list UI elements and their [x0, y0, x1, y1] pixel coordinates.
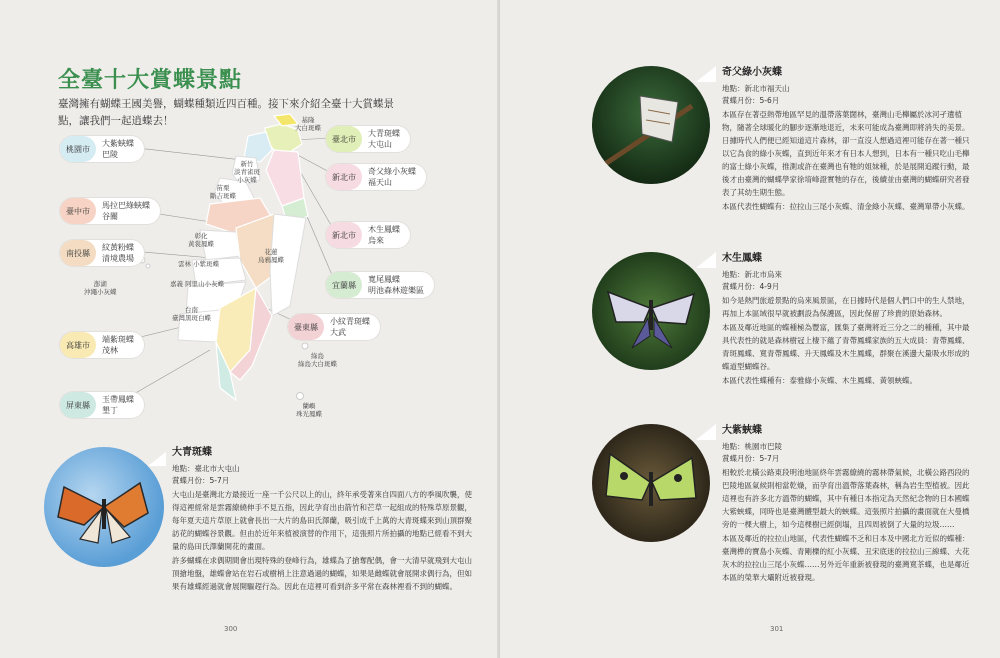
feature-body: 如今是熱門旅遊景點的烏來風景區，在日據時代是個人們口中的生人禁地，再加上本區域很早就被劃設為保護區，因此保留了珍貴的原始森林。: [722, 296, 970, 318]
pill-region: 臺東縣: [288, 314, 324, 340]
pill-place: 清境農場: [102, 254, 134, 263]
butterfly-icon: [592, 66, 710, 184]
map-label-chiayi: 嘉義 阿里山小灰蝶: [170, 280, 225, 288]
pill-place: 巴陵: [102, 150, 118, 159]
feature-body: 本區及鄰近地區的蝶種極為豐富，匯集了臺灣將近三分之二的種種，其中最具代表性的就是森林樹冠上棲下蘊了青帶鳳蝶家族的五大成員：青帶鳳蝶、青斑鳳蝶、寬青帶鳳蝶、升天鳳蝶及木生鳳蝶，群聚在溪邊大量吸水形成的蝶道型蝴蝶谷。: [722, 323, 970, 371]
location-pill: [60, 136, 144, 162]
location-pill: [326, 164, 426, 190]
pill-region: 臺中市: [60, 198, 96, 224]
map-label-keelung: 基隆 大白斑蝶: [295, 116, 321, 132]
pill-region: 高雄市: [60, 332, 96, 358]
pill-place: 明池森林遊樂區: [368, 286, 424, 295]
pill-region: 臺北市: [326, 126, 362, 152]
feature-location: 地點：新北市福天山: [722, 84, 790, 93]
map-label-lanyu: 蘭嶼 珠光鳳蝶: [296, 402, 322, 418]
feature-title: 大青斑蝶: [172, 447, 212, 458]
feature-body: 本區及鄰近的拉拉山地區，代表性蝴蝶不乏和日本及中國北方近似的蝶種：臺灣榫的寶島小灰蝶、青剛櫟的紅小灰蝶、丑宋底迷的拉拉山三線蝶、大花灰木的拉拉山三尾小灰蝶……另外近年重新被發現的臺灣寬茶蝶，也是鄰近本區的榮華大壩附近被發現。: [722, 534, 970, 582]
pill-region: 新北市: [326, 222, 362, 248]
map-label-ludao: 綠島 綠島大白斑蝶: [298, 352, 337, 368]
map-label-hualien: 花蓮 烏鴉鳳蝶: [258, 248, 284, 264]
butterfly-icon: [592, 424, 710, 542]
feature-season: 賞蝶月份：5-7月: [172, 476, 230, 485]
pill-species: 奇父綠小灰蝶: [368, 167, 416, 176]
pill-text: [96, 334, 144, 356]
location-pill: [60, 392, 144, 418]
feature-body: 本區代表性蝶種有：泰雅綠小灰蝶、木生鳳蝶、黃領蛺蝶。: [722, 376, 917, 385]
right-page: [500, 0, 1000, 658]
map-label-changhua: 彰化 黃裳鳳蝶: [188, 232, 214, 248]
page-number: 300: [224, 625, 238, 633]
location-pill: [60, 240, 144, 266]
pill-text: [324, 316, 380, 338]
feature-location: 地點：桃園市巴陵: [722, 442, 782, 451]
pill-text: [362, 128, 410, 150]
pill-species: 寬尾鳳蝶: [368, 275, 400, 284]
pill-species: 端紫斑蝶: [102, 335, 134, 344]
pill-region: 新北市: [326, 164, 362, 190]
feature-swallowtail: [722, 252, 974, 387]
pill-text: [362, 166, 426, 188]
pill-species: 紋黃粉蝶: [102, 243, 134, 252]
location-pill: [326, 222, 410, 248]
pill-species: 玉帶鳳蝶: [102, 395, 134, 404]
pill-species: 大青斑蝶: [368, 129, 400, 138]
feature-body: 本區存在著亞熱帶地區罕見的溫帶落葉闊林，臺灣山毛櫸屬於冰河孑遺植物，隨著全球暖化的腳步逐漸地退近，未來可能成為臺灣即將消失的美景。日據時代人們便已經知道這片森林，卻一直沒人想過這裡可能存在著一種只以它為食的綠小灰蝶，直到近年來才有日本人想到，日本有一種只吃山毛櫸的富士綠小灰蝶，推測或許在臺灣也有牠的姐妹種，於是展開追蹤行動，最後才由臺灣的蝴蝶學家徐堉峰證實牠的存在，後續並由臺灣的蝴蝶研究者發表了其幼生期生態。: [722, 110, 970, 197]
page-number: 301: [770, 625, 784, 633]
butterfly-icon: [592, 252, 710, 370]
location-pill: [60, 198, 160, 224]
feature-title: 奇父綠小灰蝶: [722, 67, 782, 78]
pill-place: 谷關: [102, 212, 118, 221]
pill-place: 福天山: [368, 178, 392, 187]
bubble-tail: [148, 452, 166, 466]
feature-season: 賞蝶月份：4-9月: [722, 282, 780, 291]
feature-body: 相較於北橫公路東段明池地區終年雲霧繚繞的霧林帶氣候，北橫公路西段的巴陵地區氣候則相當乾燥，而孕育出溫帶落葉森林，稱為岩生型植被。因此這裡也有許多北方溫帶的蝴蝶，其中有種日本指定為天然紀念物的日本國蝶大紫蛺蝶，同時也是臺灣體型最大的蛺蝶。這張照片拍攝的畫面就在大曼橋旁的一棵大樹上，如今這棵樹已經倒塌，且四周被倒了大量的垃圾……: [722, 468, 970, 529]
map-label-yunlin: 雲林 小紫斑蝶: [178, 260, 220, 268]
pill-place: 烏來: [368, 236, 384, 245]
map-label-tainan: 台南 臺灣黑斑白蝶: [172, 306, 211, 322]
green-hairstreak-photo: [592, 66, 710, 184]
pill-region: 屏東縣: [60, 392, 96, 418]
bubble-tail: [696, 252, 716, 268]
feature-season: 賞蝶月份：5-6月: [722, 96, 780, 105]
pill-place: 茂林: [102, 346, 118, 355]
blue-tiger-butterfly-photo: [44, 447, 164, 567]
feature-purple-emperor: [722, 424, 974, 584]
pill-place: 墾丁: [102, 406, 118, 415]
feature-blue-tiger: [172, 446, 472, 593]
pill-species: 大紫蛺蝶: [102, 139, 134, 148]
great-purple-emperor-photo: [592, 424, 710, 542]
bubble-tail: [696, 424, 716, 440]
feature-body: 本區代表性蝴蝶有：拉拉山三尾小灰蝶、清金綠小灰蝶、臺灣單帶小灰蝶。: [722, 202, 970, 211]
pill-region: 宜蘭縣: [326, 272, 362, 298]
pill-text: [362, 224, 410, 246]
intro-text: 臺灣擁有蝴蝶王國美譽，蝴蝶種類近四百種。接下來介紹全臺十大賞蝶景點，讓我們一起逍蝶去！: [58, 98, 394, 127]
map-label-penghu: 澎湖 沖繩小灰蝶: [84, 280, 117, 296]
feature-body: 大屯山是臺灣北方最接近一座一千公尺以上的山，終年承受著來自四面八方的季風吹襲，使得這裡經常是雲霧繚繞伸手不見五指，因此孕育出由箭竹和芒草一起組成的特殊草原景觀，每年夏天這片草原上就會長出一大片的島田氏澤蘭，吸引成千上萬的大青斑蝶來到山頂群聚訪花的蝴蝶谷景觀。但由於近年來植被演替的作用下，這張照片所拍攝的地點已經看不到大量的島田氏澤蘭開花的畫面。: [172, 490, 472, 551]
location-pill: [326, 272, 434, 298]
pill-species: 小紋青斑蝶: [330, 317, 370, 326]
pill-text: [96, 138, 144, 160]
feature-title: 大紫蛺蝶: [722, 425, 762, 436]
pill-species: 木生鳳蝶: [368, 225, 400, 234]
pill-text: [96, 242, 144, 264]
location-pill: [60, 332, 144, 358]
map-label-miaoli: 苗栗 斷吉斑蝶: [210, 184, 236, 200]
location-pill: [326, 126, 410, 152]
pill-region: 南投縣: [60, 240, 96, 266]
pill-region: 桃園市: [60, 136, 96, 162]
map-label-hsinchu: 新竹 淡青雀斑 小灰蝶: [234, 160, 260, 184]
location-pill: [288, 314, 380, 340]
bubble-tail: [696, 66, 716, 82]
pill-text: [96, 200, 160, 222]
page-title: 全臺十大賞蝶景點: [58, 67, 243, 93]
butterfly-icon: [44, 447, 164, 567]
pill-text: [362, 274, 434, 296]
pill-place: 大武: [330, 328, 346, 337]
feature-location: 地點：臺北市大屯山: [172, 464, 240, 473]
swallowtail-photo: [592, 252, 710, 370]
feature-body: 許多蝴蝶在求偶期間會出現特殊的登峰行為，雄蝶為了搶奪配偶，會一大清早就飛到大屯山頂搶地盤，雄蝶會站在岩石或樹梢上注意過過的蝴蝶，如果是雌蝶就會展開求偶行為，但如果有雄蝶經過就會展開驅趕行為。因此在這裡可看到許多平常在森林裡看不到的蝴蝶。: [172, 556, 472, 591]
feature-location: 地點：新北市烏來: [722, 270, 782, 279]
feature-green-hairstreak: [722, 66, 974, 213]
feature-season: 賞蝶月份：5-7月: [722, 454, 780, 463]
feature-title: 木生鳳蝶: [722, 253, 762, 264]
pill-place: 大屯山: [368, 140, 392, 149]
pill-species: 馬拉巴綠蛺蝶: [102, 201, 150, 210]
pill-text: [96, 394, 144, 416]
